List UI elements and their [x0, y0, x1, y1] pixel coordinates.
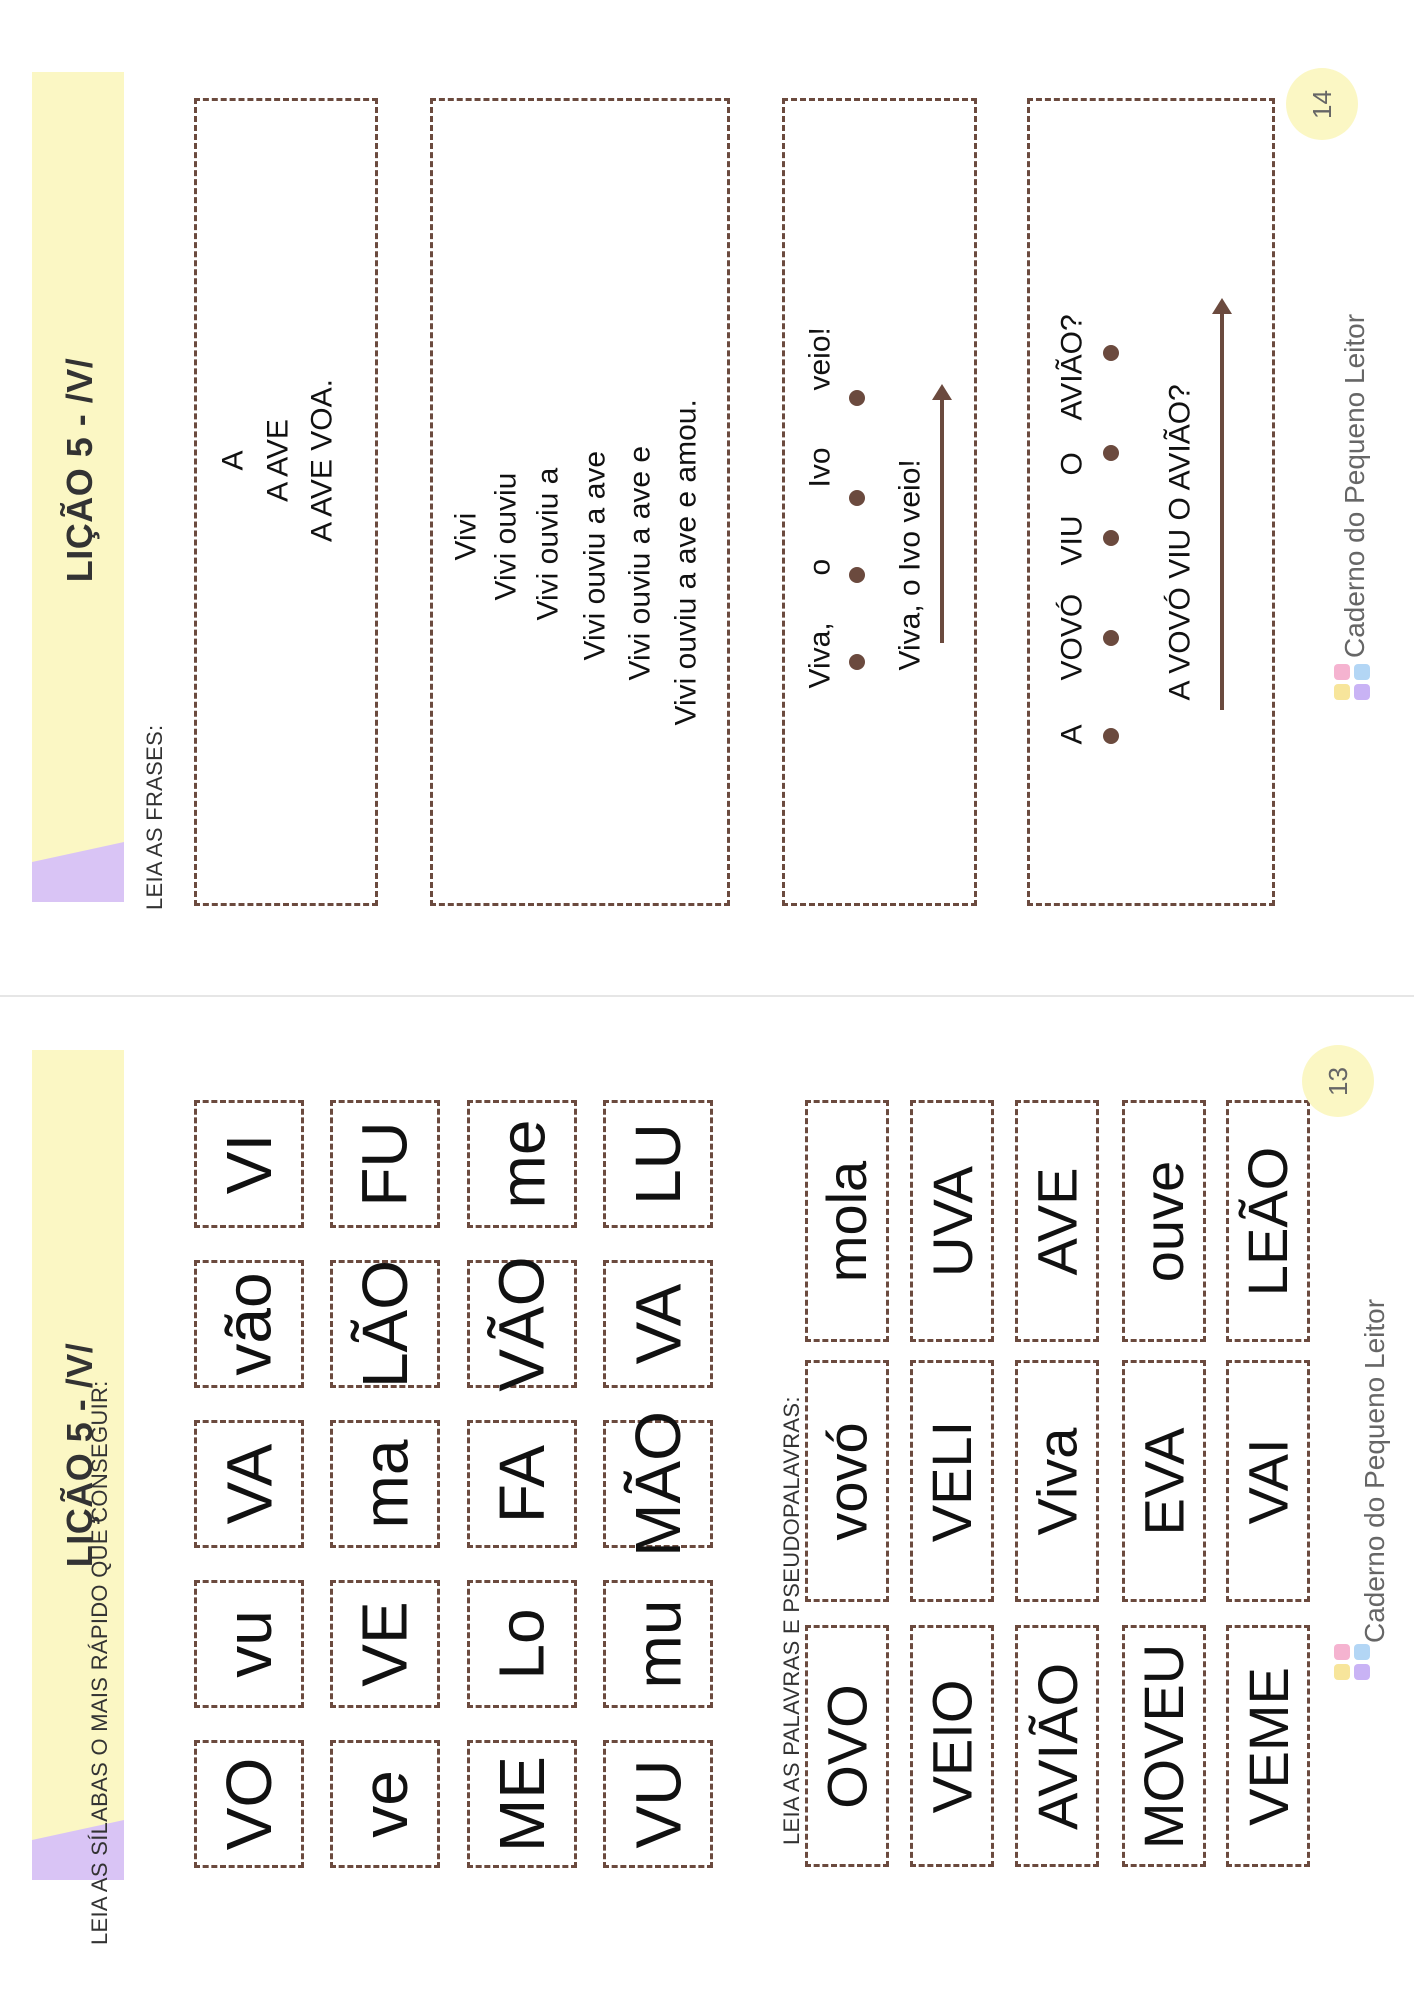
page-number-badge [1286, 68, 1358, 140]
word-cell [1226, 1360, 1310, 1602]
word-cell-label: VEIO [920, 1679, 984, 1813]
syllable-cell [330, 1740, 440, 1868]
reading-dot [849, 567, 865, 583]
word-cell [1015, 1360, 1099, 1602]
word-token: Ivo [803, 446, 837, 487]
word-token: VIU [1055, 514, 1089, 565]
syllable-cell-label: ma [349, 1439, 421, 1529]
word-cell [1226, 1100, 1310, 1342]
word-cell [910, 1360, 994, 1602]
word-token: A [1055, 723, 1089, 744]
syllable-cell [194, 1100, 304, 1228]
syllable-cell [330, 1260, 440, 1388]
word-cell-label: OVO [815, 1683, 879, 1809]
sentence-line: Vivi ouviu a ave [578, 450, 612, 660]
page-title: LIÇÃO 5 - /V/ [59, 1342, 100, 1568]
word-cell-label: AVE [1025, 1167, 1089, 1275]
syllable-cell-label: ve [349, 1770, 421, 1838]
syllable-cell [330, 1580, 440, 1708]
word-cell [1226, 1625, 1310, 1867]
syllable-cell [603, 1580, 713, 1708]
word-cell [1122, 1360, 1206, 1602]
reading-arrow-head-icon [1212, 298, 1232, 314]
syllable-cell-label: VÃO [486, 1256, 558, 1392]
syllable-cell-label: LÃO [349, 1259, 421, 1389]
word-cell-label: VAI [1236, 1437, 1300, 1525]
syllable-cell-label: VA [622, 1283, 694, 1365]
page-number: 14 [1306, 89, 1337, 119]
syllable-cell [603, 1411, 713, 1557]
word-token: o [803, 558, 837, 575]
syllable-cell-label: VI [213, 1133, 285, 1195]
syllable-cell [467, 1740, 577, 1868]
sentence-line: Viva, o Ivo veio! [893, 458, 927, 670]
word-cell-label: ouve [1132, 1160, 1196, 1282]
word-cell-label: VELI [920, 1420, 984, 1542]
word-token: VOVÓ [1055, 593, 1089, 680]
footer-text: Caderno do Pequeno Leitor [1339, 313, 1370, 658]
syllable-cell-label: VU [622, 1759, 694, 1849]
syllable-cell-label: VA [213, 1443, 285, 1525]
syllable-cell [194, 1580, 304, 1708]
syllable-cell [467, 1100, 577, 1228]
word-token: Viva, [803, 621, 837, 688]
syllable-cell [467, 1420, 577, 1548]
page-number-badge [1302, 1045, 1374, 1117]
word-cell [1015, 1100, 1099, 1342]
syllable-cell-label: Lo [486, 1608, 558, 1680]
syllable-cell-label: FA [486, 1444, 558, 1524]
syllable-cell-label: vão [213, 1272, 285, 1376]
word-cell [910, 1100, 994, 1342]
syllable-cell [603, 1100, 713, 1228]
syllable-cell-label: vu [213, 1610, 285, 1678]
syllable-cell [467, 1580, 577, 1708]
word-cell [1122, 1625, 1206, 1867]
word-cell [910, 1625, 994, 1867]
instruction-words: LEIA AS PALAVRAS E PSEUDOPALAVRAS: [779, 1396, 804, 1845]
reading-arrow-head-icon [932, 384, 952, 400]
word-cell-label: Viva [1025, 1427, 1089, 1535]
syllable-cell-label: me [486, 1119, 558, 1209]
word-cell-label: AVIÃO [1025, 1662, 1089, 1830]
word-cell-label: LEÃO [1236, 1146, 1300, 1296]
page-title: LIÇÃO 5 - /V/ [59, 357, 100, 583]
word-cell [805, 1360, 889, 1602]
reading-dot [849, 654, 865, 670]
syllable-cell [330, 1420, 440, 1548]
syllable-cell [194, 1740, 304, 1868]
syllable-cell-label: VO [213, 1757, 285, 1851]
syllable-cell-label: LU [622, 1123, 694, 1205]
word-cell [1122, 1100, 1206, 1342]
reading-dot [849, 390, 865, 406]
syllable-cell [467, 1256, 577, 1392]
footer-text: Caderno do Pequeno Leitor [1359, 1298, 1390, 1643]
word-cell-label: UVA [920, 1165, 984, 1277]
syllable-cell-label: VE [349, 1601, 421, 1687]
word-cell [1015, 1625, 1099, 1867]
sentence-line: Vivi ouviu a ave e [623, 445, 657, 680]
page-number: 13 [1322, 1066, 1353, 1096]
sentence-line: Vivi ouviu a [531, 467, 565, 620]
reading-dot [1103, 728, 1119, 744]
reading-arrow-line [940, 398, 944, 643]
sentence-line: A AVE VOA. [305, 378, 339, 542]
page-divider [0, 995, 1414, 997]
syllable-cell [194, 1420, 304, 1548]
word-cell-label: mola [815, 1160, 879, 1282]
reading-dot [1103, 630, 1119, 646]
sentence-line: Vivi ouviu a ave e amou. [669, 398, 703, 725]
word-cell [805, 1625, 889, 1867]
syllable-cell-label: mu [622, 1599, 694, 1689]
syllable-cell [603, 1740, 713, 1868]
reading-dot [1103, 530, 1119, 546]
syllable-cell [194, 1260, 304, 1388]
word-token: AVIÃO? [1055, 313, 1089, 420]
word-token: O [1055, 451, 1089, 475]
sentence-line: Vivi [449, 512, 483, 560]
word-cell-label: MOVEU [1132, 1643, 1196, 1849]
reading-dot [849, 490, 865, 506]
instruction-syllables: LEIA AS SÍLABAS O MAIS RÁPIDO QUE CONSEGUIR: [87, 1380, 112, 1945]
word-cell-label: EVA [1132, 1427, 1196, 1535]
sentence-line: A VOVÓ VIU O AVIÃO? [1163, 383, 1197, 700]
instruction-sentences: LEIA AS FRASES: [142, 724, 167, 910]
footer-logo-icon [1330, 1640, 1374, 1684]
reading-dot [1103, 345, 1119, 361]
reading-dot [1103, 445, 1119, 461]
reading-arrow-line [1220, 312, 1224, 710]
footer-logo-icon [1330, 660, 1374, 704]
band-corner-decoration [32, 842, 124, 902]
syllable-cell-label: FU [349, 1121, 421, 1207]
word-cell-label: vovó [815, 1421, 879, 1541]
word-token: veio! [803, 326, 837, 390]
syllable-cell [603, 1260, 713, 1388]
sentence-line: A AVE [261, 418, 295, 502]
sentence-line: A [216, 450, 250, 471]
syllable-cell-label: ME [486, 1756, 558, 1852]
word-cell-label: VEME [1236, 1666, 1300, 1826]
syllable-cell [330, 1100, 440, 1228]
sentence-line: Vivi ouviu [489, 472, 523, 600]
syllable-cell-label: MÃO [622, 1411, 694, 1557]
word-cell [805, 1100, 889, 1342]
